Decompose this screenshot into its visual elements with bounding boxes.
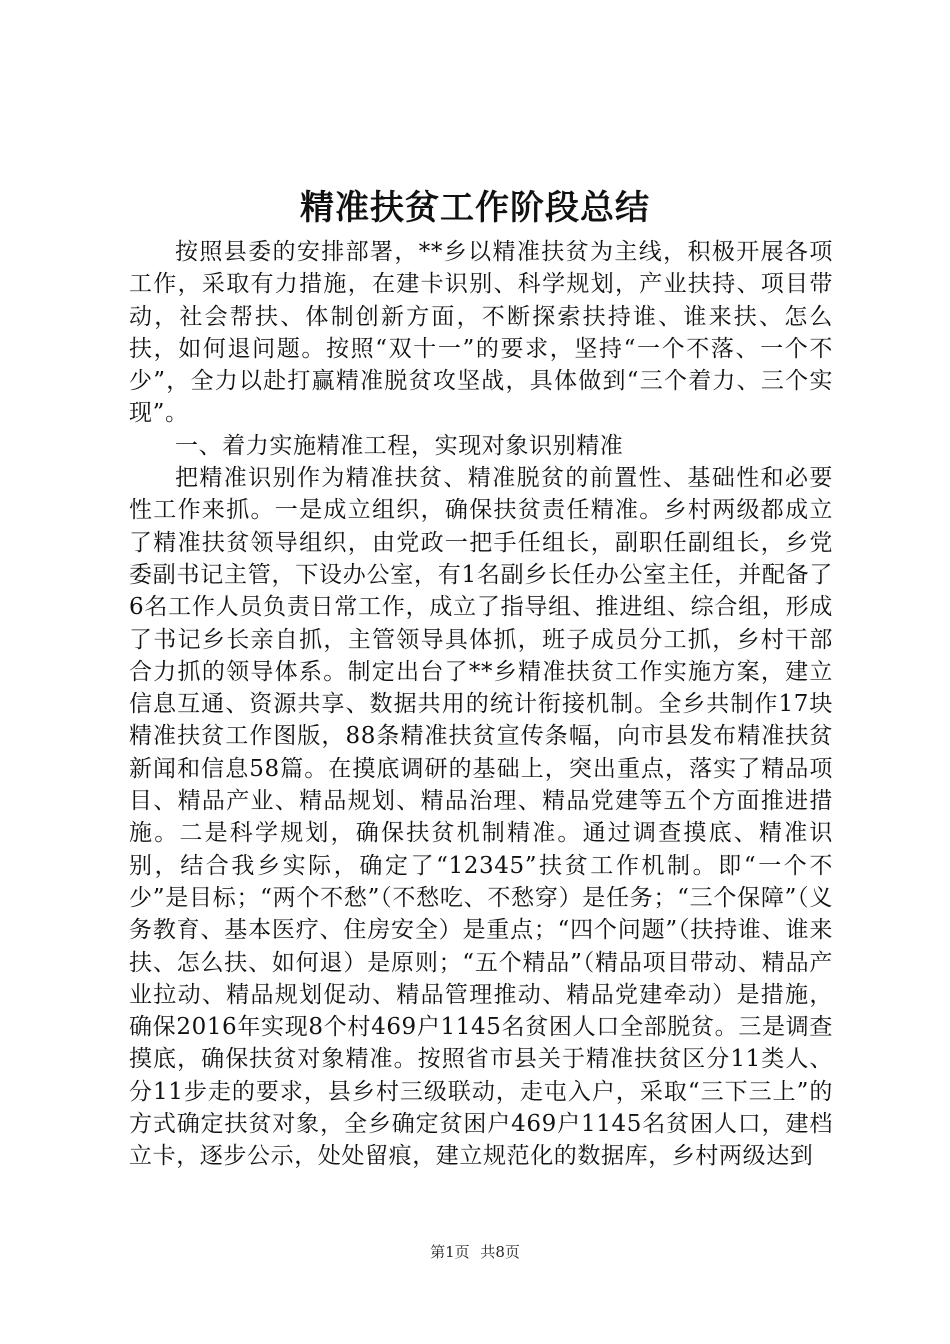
section-heading-1: 一、着力实施精准工程，实现对象识别精准 <box>175 432 624 459</box>
page-number: 第1页 <box>430 1243 470 1261</box>
page-total: 共8页 <box>480 1243 520 1261</box>
document-title: 精准扶贫工作阶段总结 <box>300 188 650 228</box>
page-footer <box>0 1242 950 1262</box>
paragraph-intro: 按照县委的安排部署，**乡以精准扶贫为主线，积极开展各项工作，采取有力措施，在建卡识别、科学规划，产业扶持、项目带动，社会帮扶、体制创新方面，不断探索扶持谁、谁来扶、怎么扶，如何退问题。按照“双十一”的要求，坚持“一个不落、一个不少”，全力以赴打赢精准脱贫攻坚战，具体做到“三个着力、三个实现”。 <box>129 239 833 427</box>
paragraph-section-1: 把精准识别作为精准扶贫、精准脱贫的前置性、基础性和必要性工作来抓。一是成立组织，确保扶贫责任精准。乡村两级都成立了精准扶贫领导组织，由党政一把手任组长，副职任副组长，乡党委副书记主管，下设办公室，有1名副乡长任办公室主任，并配备了6名工作人员负责日常工作，成立了指导组、推进组、综合组，形成了书记乡长亲自抓，主管领导具体抓，班子成员分工抓，乡村干部合力抓的领导体系。制定出台了**乡精准扶贫工作实施方案，建立信息互通、资源共享、数据共用的统计衔接机制。全乡共制作17块精准扶贫工作图版，88条精准扶贫宣传条幅，向市县发布精准扶贫新闻和信息58篇。在摸底调研的基础上，突出重点，落实了精品项目、精品产业、精品规划、精品治理、精品党建等五个方面推进措施。二是科学规划，确保扶贫机制精准。通过调查摸底、精准识别，结合我乡实际，确定了“12345”扶贫工作机制。即“一个不少”是目标；“两个不愁”（不愁吃、不愁穿）是任务；“三个保障”（义务教育、基本医疗、住房安全）是重点；“四个问题”（扶持谁、谁来扶、怎么扶、如何退）是原则；“五个精品”（精品项目带动、精品产业拉动、精品规划促动、精品管理推动、精品党建牵动）是措施，确保2016年实现8个村469户1145名贫困人口全部脱贫。三是调查摸底，确保扶贫对象精准。按照省市县关于精准扶贫区分11类人、分11步走的要求，县乡村三级联动，走屯入户，采取“三下三上”的方式确定扶贫对象，全乡确定贫困户469户1145名贫困人口，建档立卡，逐步公示，处处留痕，建立规范化的数据库，乡村两级达到 <box>129 465 833 1170</box>
document-body <box>129 236 833 1173</box>
